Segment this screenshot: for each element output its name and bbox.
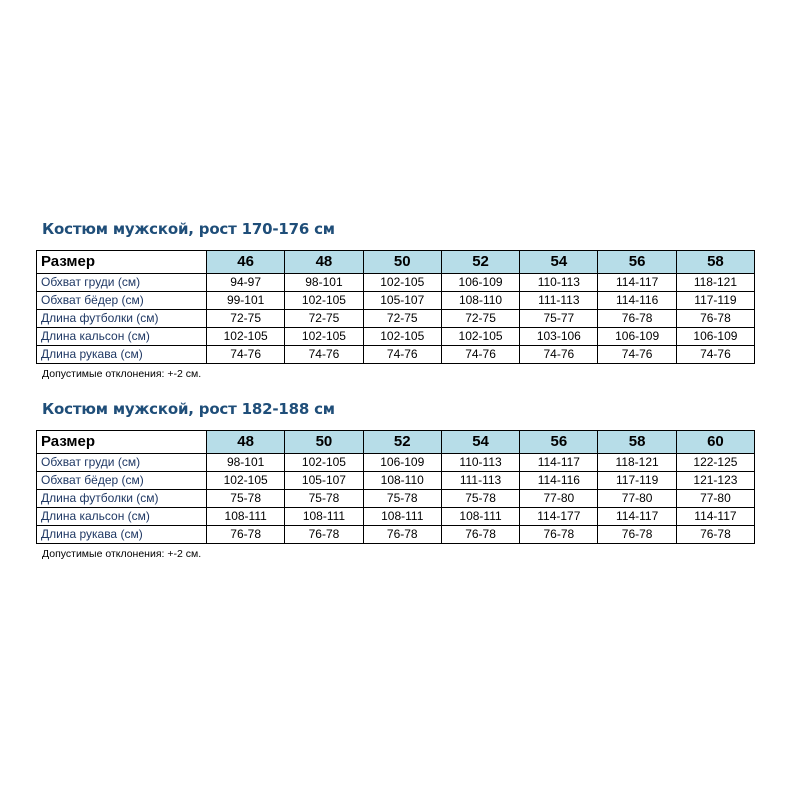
row-label: Длина кальсон (см) (37, 508, 207, 526)
size-header-cell: 58 (676, 251, 754, 274)
value-cell: 98-101 (207, 454, 285, 472)
row-label: Длина рукава (см) (37, 526, 207, 544)
value-cell: 114-116 (520, 472, 598, 490)
value-cell: 74-76 (520, 346, 598, 364)
size-header-cell: 56 (520, 431, 598, 454)
value-cell: 106-109 (441, 274, 519, 292)
size-header-cell: 54 (441, 431, 519, 454)
value-cell: 108-111 (207, 508, 285, 526)
value-cell: 102-105 (363, 328, 441, 346)
value-cell: 117-119 (598, 472, 676, 490)
value-cell: 75-77 (520, 310, 598, 328)
value-cell: 108-111 (363, 508, 441, 526)
value-cell: 108-110 (363, 472, 441, 490)
value-cell: 105-107 (285, 472, 363, 490)
size-header-cell: 58 (598, 431, 676, 454)
size-header-cell: 50 (363, 251, 441, 274)
row-label: Обхват бёдер (см) (37, 292, 207, 310)
tolerance-note: Допустимые отклонения: +-2 см. (42, 548, 202, 560)
value-cell: 114-117 (598, 274, 676, 292)
table-row (37, 454, 755, 472)
table-row (37, 472, 755, 490)
value-cell: 76-78 (598, 310, 676, 328)
value-cell: 94-97 (207, 274, 285, 292)
header-label-cell: Размер (37, 431, 207, 454)
value-cell: 105-107 (363, 292, 441, 310)
value-cell: 72-75 (441, 310, 519, 328)
value-cell: 99-101 (207, 292, 285, 310)
table-row (37, 310, 755, 328)
size-table (36, 250, 755, 364)
value-cell: 76-78 (285, 526, 363, 544)
value-cell: 122-125 (676, 454, 754, 472)
value-cell: 110-113 (520, 274, 598, 292)
header-row (37, 431, 755, 454)
row-label: Обхват груди (см) (37, 274, 207, 292)
table-row (37, 526, 755, 544)
table-row (37, 328, 755, 346)
value-cell: 74-76 (207, 346, 285, 364)
value-cell: 74-76 (676, 346, 754, 364)
value-cell: 106-109 (676, 328, 754, 346)
value-cell: 114-117 (598, 508, 676, 526)
value-cell: 110-113 (441, 454, 519, 472)
table-row (37, 346, 755, 364)
value-cell: 114-117 (520, 454, 598, 472)
value-cell: 76-78 (363, 526, 441, 544)
row-label: Длина кальсон (см) (37, 328, 207, 346)
size-header-cell: 52 (363, 431, 441, 454)
value-cell: 76-78 (676, 526, 754, 544)
value-cell: 98-101 (285, 274, 363, 292)
value-cell: 108-111 (441, 508, 519, 526)
value-cell: 103-106 (520, 328, 598, 346)
value-cell: 111-113 (441, 472, 519, 490)
value-cell: 75-78 (363, 490, 441, 508)
value-cell: 106-109 (598, 328, 676, 346)
value-cell: 76-78 (441, 526, 519, 544)
tolerance-note: Допустимые отклонения: +-2 см. (42, 368, 202, 380)
value-cell: 72-75 (207, 310, 285, 328)
size-header-cell: 50 (285, 431, 363, 454)
value-cell: 74-76 (363, 346, 441, 364)
value-cell: 102-105 (285, 292, 363, 310)
table-row (37, 274, 755, 292)
value-cell: 108-110 (441, 292, 519, 310)
row-label: Длина футболки (см) (37, 310, 207, 328)
header-row (37, 251, 755, 274)
size-header-cell: 48 (207, 431, 285, 454)
value-cell: 106-109 (363, 454, 441, 472)
value-cell: 76-78 (676, 310, 754, 328)
size-chart-section-1 (36, 220, 755, 380)
value-cell: 76-78 (207, 526, 285, 544)
row-label: Обхват груди (см) (37, 454, 207, 472)
table-row (37, 490, 755, 508)
value-cell: 77-80 (520, 490, 598, 508)
section-title: Костюм мужской, рост 170-176 см (42, 220, 335, 238)
value-cell: 76-78 (520, 526, 598, 544)
value-cell: 114-116 (598, 292, 676, 310)
value-cell: 75-78 (207, 490, 285, 508)
value-cell: 118-121 (676, 274, 754, 292)
size-header-cell: 48 (285, 251, 363, 274)
value-cell: 114-117 (676, 508, 754, 526)
value-cell: 74-76 (441, 346, 519, 364)
value-cell: 77-80 (676, 490, 754, 508)
size-header-cell: 56 (598, 251, 676, 274)
value-cell: 108-111 (285, 508, 363, 526)
size-header-cell: 54 (520, 251, 598, 274)
value-cell: 102-105 (363, 274, 441, 292)
row-label: Длина рукава (см) (37, 346, 207, 364)
value-cell: 72-75 (363, 310, 441, 328)
size-header-cell: 46 (207, 251, 285, 274)
value-cell: 77-80 (598, 490, 676, 508)
value-cell: 76-78 (598, 526, 676, 544)
size-header-cell: 52 (441, 251, 519, 274)
value-cell: 121-123 (676, 472, 754, 490)
value-cell: 74-76 (285, 346, 363, 364)
value-cell: 102-105 (285, 328, 363, 346)
value-cell: 114-177 (520, 508, 598, 526)
value-cell: 117-119 (676, 292, 754, 310)
value-cell: 72-75 (285, 310, 363, 328)
value-cell: 111-113 (520, 292, 598, 310)
table-row (37, 292, 755, 310)
row-label: Обхват бёдер (см) (37, 472, 207, 490)
header-label-cell: Размер (37, 251, 207, 274)
value-cell: 102-105 (207, 472, 285, 490)
value-cell: 102-105 (207, 328, 285, 346)
section-title: Костюм мужской, рост 182-188 см (42, 400, 335, 418)
value-cell: 118-121 (598, 454, 676, 472)
value-cell: 74-76 (598, 346, 676, 364)
size-header-cell: 60 (676, 431, 754, 454)
value-cell: 75-78 (441, 490, 519, 508)
value-cell: 75-78 (285, 490, 363, 508)
table-row (37, 508, 755, 526)
value-cell: 102-105 (285, 454, 363, 472)
size-chart-section-2 (36, 400, 755, 560)
size-table (36, 430, 755, 544)
row-label: Длина футболки (см) (37, 490, 207, 508)
value-cell: 102-105 (441, 328, 519, 346)
